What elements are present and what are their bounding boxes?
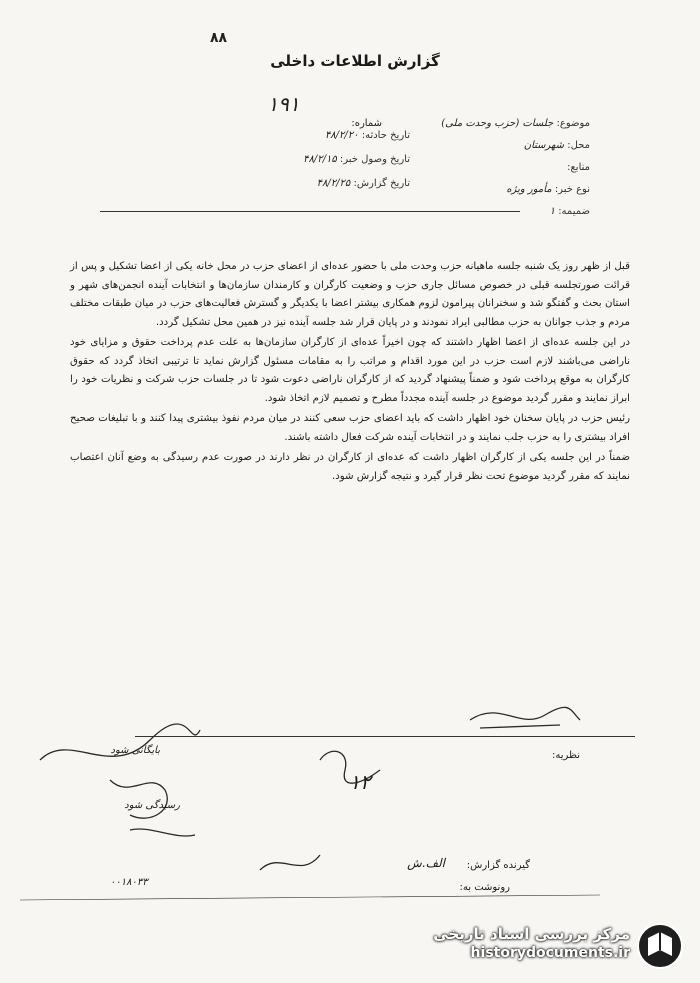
field-report-date [240,178,410,189]
field-value: ۴۸/۲/۲۵ [316,178,351,189]
paragraph: رئیس حزب در پایان سخنان خود اظهار داشت که باید اعضای حزب سعی کنند در میان مردم نفوذ بیشتری پیدا کنند و با تبلیغات صحیح افراد بیشتری را به حزب جلب نمایند و در انتخابات آینده شرکت فعال داشته باشند. [70,413,630,443]
reporter-label: گیرنده گزارش: [466,860,530,871]
margin-note: رسیدگی شود [124,800,180,811]
watermark-site: historydocuments.ir [470,945,630,961]
paragraph: ضمناً در این جلسه یکی از کارگران اظهار داشت که عده‌ای از کارگران در نظر دارند در صورت عدم رسیدگی به وضع آنان اعتصاب نمایند که مقرر گردید موضوع تحت نظر قرار گیرد و نتیجه گزارش شود. [70,452,630,482]
header-divider [100,211,520,212]
field-value: ۴۸/۲/۲۰ [324,130,359,141]
paragraph: در این جلسه عده‌ای از اعضا اظهار داشتند که چون اخیراً عده‌ای از کارگران سازمان‌ها به علت عدم پرداخت حقوق و مزایای خود ناراضی می‌باشند لازم است حزب در این مورد اقدام و مراتب را به مقامات مسئول گزارش نماید تا ترتیبی اتخاذ گردد که حقوق کارگران به موقع پرداخت شود و ضمناً پیشنهاد گردید که از کارگران ناراضی دعوت شود تا در جلسات حزب شرکت و نظریات خود را ابراز نمایند و مقرر گردید موضوع در جلسه آینده مجدداً مطرح و تصمیم لازم اتخاذ شود. [70,337,630,404]
field-label: موضوع: [556,118,590,129]
field-label: تاریخ گزارش: [353,178,410,189]
margin-note: بایگانی شود [110,745,160,756]
handwritten-code: ۱۲ [349,770,371,794]
field-label: منابع: [567,162,590,173]
paragraph: قبل از ظهر روز یک شنبه جلسه ماهیانه حزب وحدت ملی با حضور عده‌ای از اعضای حزب در محل خانه یکی از اعضا تشکیل و پس از قرائت صورتجلسه قبلی در خصوص مسائل جاری حزب و وضعیت کارگران و کارمندان سازمان‌ها و انتخابات آینده انجمن‌های شهر و استان بحث و گفتگو شد و سخنرانان پیرامون لزوم همکاری بیشتر اعضا با یکدیگر و گسترش فعالیت‌های حزب در میان طبقات مختلف مردم و جذب جوانان به حزب مطالبی ایراد نمودند و در پایان قرار شد جلسه آینده نیز در همین محل تشکیل گردد. [70,261,630,328]
margin-scribble [130,829,195,836]
field-label: ضمیمه: [558,206,590,217]
stamp-number: ۰۰۱۸۰۳۳ [110,877,148,888]
field-value: ۴۸/۲/۱۵ [303,154,337,165]
field-subject [330,118,590,129]
field-label: تاریخ وصول خبر: [339,154,410,165]
field-label: تاریخ حادثه: [361,130,410,141]
field-label: نوع خبر: [554,184,590,195]
document-logo-icon [630,918,690,974]
field-place [330,140,590,151]
number-label: شماره: [351,118,382,129]
field-event-date [240,130,410,141]
report-body [70,258,630,488]
copy-label: رونوشت به: [459,882,510,893]
field-value: شهرستان [523,140,565,151]
field-label: محل: [567,140,590,151]
reporter-value: الف.ش [407,856,445,870]
field-value: ۱ [549,206,555,217]
signature-scribble [470,707,580,720]
field-value: جلسات (حزب وحدت ملی) [441,118,554,129]
top-mark: ۸۸ [210,30,228,46]
field-value: مأمور ویژه [506,184,552,195]
watermark-text [420,925,630,961]
signature-underline [480,725,560,728]
number-value: ۱۹۱ [267,92,300,116]
document-title: گزارش اطلاعات داخلی [270,52,440,70]
field-receive-date [240,154,410,165]
note-label: نظریه: [551,750,580,761]
bottom-rule [20,895,600,900]
lower-scribble [260,855,320,870]
watermark-org-name: مرکز بررسی اسناد تاریخی [433,925,630,943]
